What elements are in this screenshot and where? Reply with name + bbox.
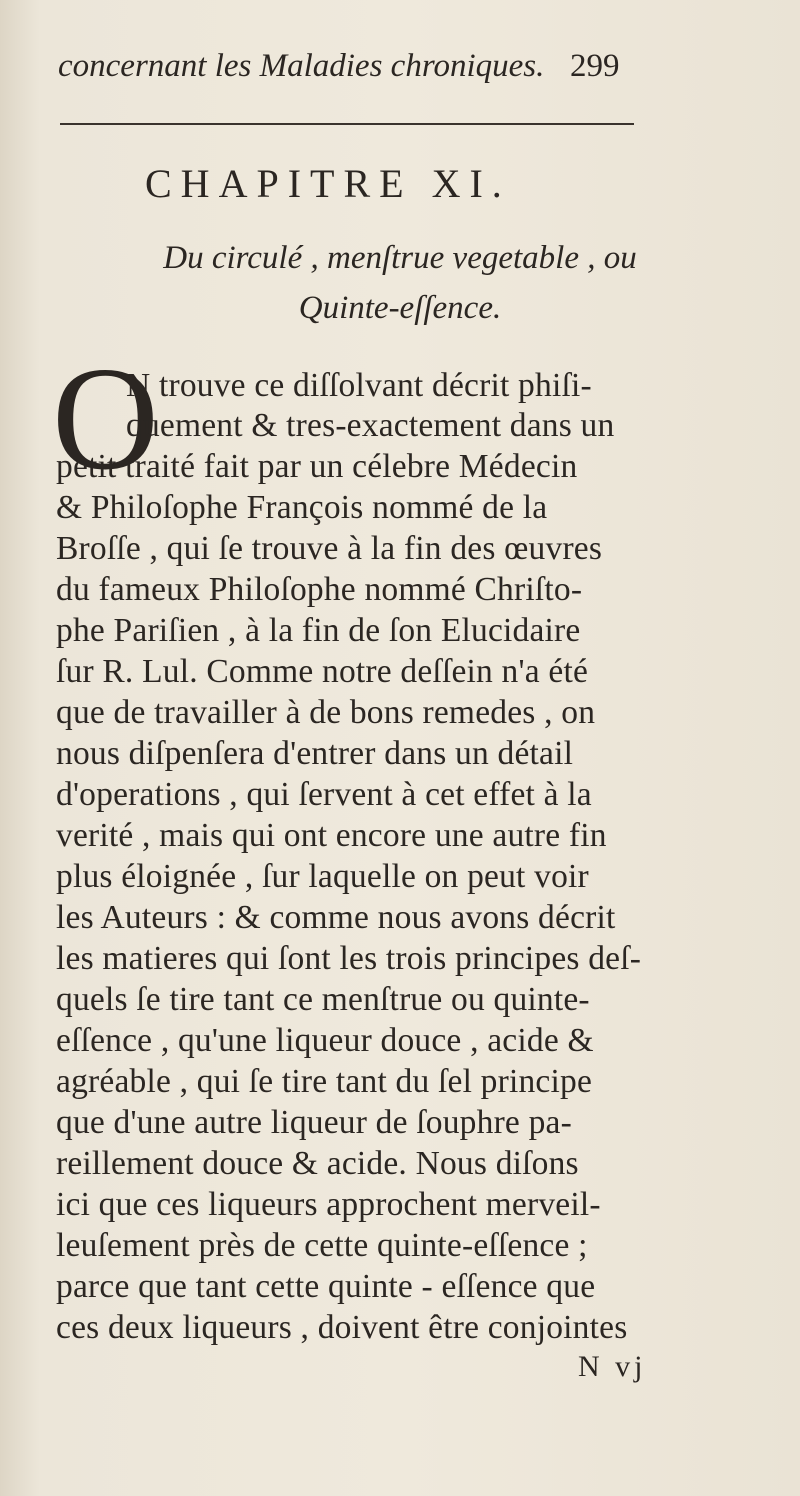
text-line: N trouve ce diſſolvant décrit phiſi- bbox=[126, 367, 592, 404]
text-line: ici que ces liqueurs approchent merveil- bbox=[56, 1186, 601, 1223]
text-line: que d'une autre liqueur de ſouphre pa- bbox=[56, 1104, 572, 1141]
chapter-subtitle-line-1: Du circulé , menſtrue vegetable , ou bbox=[163, 240, 637, 276]
text-line: agréable , qui ſe tire tant du ſel principe bbox=[56, 1063, 593, 1100]
text-line: que de travailler à de bons remedes , on bbox=[56, 694, 596, 731]
text-line: parce que tant cette quinte - eſſence que bbox=[56, 1268, 596, 1305]
signature-mark: N vj bbox=[578, 1350, 647, 1383]
text-line: d'operations , qui ſervent à cet effet à la bbox=[56, 776, 592, 813]
header-rule bbox=[60, 123, 634, 125]
running-head-title: concernant les Maladies chroniques. bbox=[58, 48, 545, 84]
text-line: quels ſe tire tant ce menſtrue ou quinte- bbox=[56, 981, 590, 1018]
page-number: 299 bbox=[570, 48, 620, 84]
chapter-heading: CHAPITRE XI. bbox=[145, 161, 511, 206]
drop-cap: O bbox=[52, 337, 159, 501]
text-line: les matieres qui ſont les trois principes deſ- bbox=[56, 940, 642, 977]
text-line: eſſence , qu'une liqueur douce , acide & bbox=[56, 1022, 594, 1059]
text-line: reillement douce & acide. Nous diſons bbox=[56, 1145, 579, 1182]
text-line: plus éloignée , ſur laquelle on peut voir bbox=[56, 858, 589, 895]
text-line: & Philoſophe François nommé de la bbox=[56, 489, 548, 526]
text-line: verité , mais qui ont encore une autre fin bbox=[56, 817, 607, 854]
chapter-subtitle-line-2: Quinte-eſſence. bbox=[298, 290, 502, 326]
text-line: phe Pariſien , à la fin de ſon Elucidaire bbox=[56, 612, 581, 649]
text-line: du fameux Philoſophe nommé Chriſto- bbox=[56, 571, 583, 608]
running-head bbox=[58, 48, 758, 108]
text-line: petit traité fait par un célebre Médecin bbox=[56, 448, 578, 485]
text-line: leuſement près de cette quinte-eſſence ; bbox=[56, 1227, 588, 1264]
text-line: ces deux liqueurs , doivent être conjointes bbox=[56, 1309, 628, 1346]
text-line: quement & tres-exactement dans un bbox=[126, 407, 615, 444]
text-line: ſur R. Lul. Comme notre deſſein n'a été bbox=[56, 653, 589, 690]
text-line: nous diſpenſera d'entrer dans un détail bbox=[56, 735, 574, 772]
text-line: les Auteurs : & comme nous avons décrit bbox=[56, 899, 616, 936]
text-line: Broſſe , qui ſe trouve à la fin des œuvres bbox=[56, 530, 603, 567]
